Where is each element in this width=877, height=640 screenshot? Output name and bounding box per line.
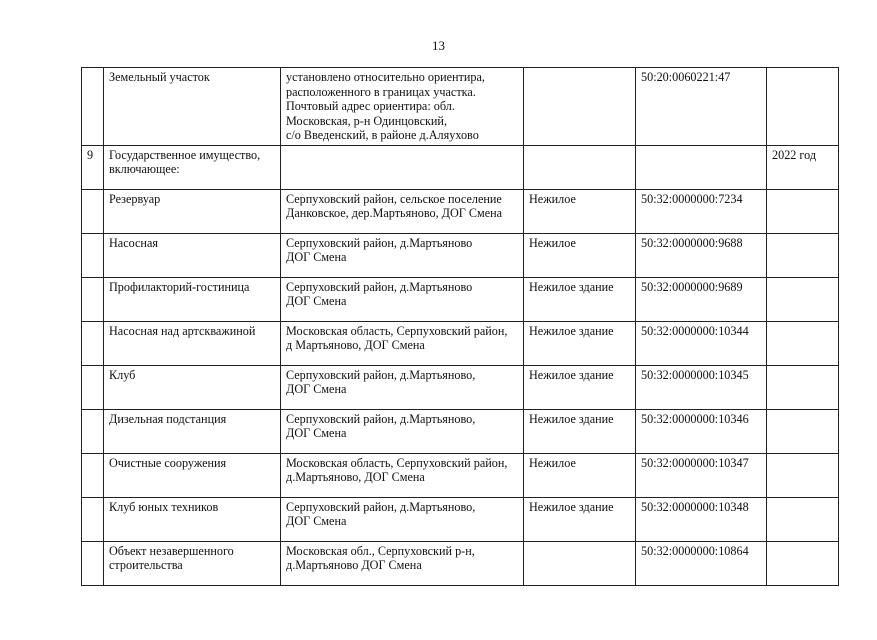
object-address xyxy=(281,277,524,321)
year xyxy=(767,409,839,453)
table-row xyxy=(82,233,839,277)
object-address-line: ДОГ Смена xyxy=(286,250,347,264)
cadastral-number: 50:20:0060221:47 xyxy=(636,68,767,146)
object-type: Нежилое xyxy=(524,233,636,277)
object-type: Нежилое здание xyxy=(524,409,636,453)
table-row xyxy=(82,497,839,541)
table-row xyxy=(82,277,839,321)
row-number xyxy=(82,409,104,453)
object-name-line: Клуб юных техников xyxy=(109,499,219,514)
object-address xyxy=(281,145,524,189)
object-address-line: ДОГ Смена xyxy=(286,514,347,528)
object-address-line: Серпуховский район, д.Мартьяново, xyxy=(286,411,476,426)
object-address xyxy=(281,541,524,585)
object-address xyxy=(281,233,524,277)
year xyxy=(767,541,839,585)
object-address xyxy=(281,497,524,541)
object-address-line: Серпуховский район, д.Мартьяново, xyxy=(286,367,476,382)
object-name-line: Резервуар xyxy=(109,191,161,206)
object-address xyxy=(281,365,524,409)
row-number xyxy=(82,68,104,146)
object-address-line: ДОГ Смена xyxy=(286,382,347,396)
object-name xyxy=(104,321,281,365)
table-row xyxy=(82,189,839,233)
row-number xyxy=(82,365,104,409)
year xyxy=(767,189,839,233)
page-number: 13 xyxy=(432,38,445,53)
object-name xyxy=(104,409,281,453)
object-address-line: д Мартьяново, ДОГ Смена xyxy=(286,338,425,352)
cadastral-number: 50:32:0000000:9688 xyxy=(636,233,767,277)
table-row xyxy=(82,409,839,453)
object-address-line: д.Мартьяново ДОГ Смена xyxy=(286,558,422,572)
object-name-line: Насосная над артскважиной xyxy=(109,323,256,338)
cadastral-number: 50:32:0000000:10346 xyxy=(636,409,767,453)
object-address xyxy=(281,409,524,453)
object-address-line: Московская область, Серпуховский район, xyxy=(286,323,508,338)
group-title-line: включающее: xyxy=(109,162,180,176)
address-line: с/о Введенский, в районе д.Аляухово xyxy=(286,128,479,142)
cadastral-number: 50:32:0000000:7234 xyxy=(636,189,767,233)
object-name-line: Клуб xyxy=(109,367,136,382)
object-name-line: Дизельная подстанция xyxy=(109,411,227,426)
object-address xyxy=(281,321,524,365)
object-name-line: Объект незавершенного xyxy=(109,543,234,558)
object-type xyxy=(524,145,636,189)
row-number xyxy=(82,233,104,277)
year xyxy=(767,365,839,409)
address-line: Почтовый адрес ориентира: обл. xyxy=(286,99,455,113)
property-table xyxy=(81,67,839,586)
group-title-line: Государственное имущество, xyxy=(109,147,261,162)
object-address-line: Московская обл., Серпуховский р-н, xyxy=(286,543,475,558)
cadastral-number: 50:32:0000000:9689 xyxy=(636,277,767,321)
table-row xyxy=(82,365,839,409)
table-row xyxy=(82,321,839,365)
object-address-line: Данковское, дер.Мартьяново, ДОГ Смена xyxy=(286,206,503,220)
year xyxy=(767,497,839,541)
object-type: Нежилое здание xyxy=(524,277,636,321)
row-number xyxy=(82,497,104,541)
object-name xyxy=(104,497,281,541)
object-address-line: Московская область, Серпуховский район, xyxy=(286,455,508,470)
year: 2022 год xyxy=(767,145,839,189)
object-address-line: Серпуховский район, д.Мартьяново, xyxy=(286,499,476,514)
object-type xyxy=(524,541,636,585)
object-address-line: д.Мартьяново, ДОГ Смена xyxy=(286,470,425,484)
object-address xyxy=(281,68,524,146)
object-name xyxy=(104,277,281,321)
group-title xyxy=(104,145,281,189)
object-address-line: Серпуховский район, д.Мартьяново xyxy=(286,235,473,250)
object-type: Нежилое здание xyxy=(524,365,636,409)
cadastral-number: 50:32:0000000:10348 xyxy=(636,497,767,541)
year xyxy=(767,277,839,321)
year xyxy=(767,68,839,146)
object-address-line: ДОГ Смена xyxy=(286,294,347,308)
address-line: расположенного в границах участка. xyxy=(286,84,476,99)
year xyxy=(767,233,839,277)
row-number xyxy=(82,277,104,321)
cadastral-number: 50:32:0000000:10347 xyxy=(636,453,767,497)
cadastral-number: 50:32:0000000:10344 xyxy=(636,321,767,365)
object-type: Нежилое здание xyxy=(524,321,636,365)
object-address-line: Серпуховский район, сельское поселение xyxy=(286,191,502,206)
table-row xyxy=(82,541,839,585)
object-name-line: строительства xyxy=(109,558,183,572)
object-name xyxy=(104,365,281,409)
address-line: Московская, р-н Одинцовский, xyxy=(286,113,448,128)
object-name-line: Очистные сооружения xyxy=(109,455,227,470)
row-number xyxy=(82,189,104,233)
year xyxy=(767,321,839,365)
object-type: Нежилое xyxy=(524,453,636,497)
object-address-line: ДОГ Смена xyxy=(286,426,347,440)
object-name-line: Профилакторий-гостиница xyxy=(109,279,250,294)
table-row-continued xyxy=(82,68,839,146)
object-address xyxy=(281,189,524,233)
table-row-group-header xyxy=(82,145,839,189)
object-address xyxy=(281,453,524,497)
object-type: Нежилое здание xyxy=(524,497,636,541)
object-name-line: Насосная xyxy=(109,235,158,250)
object-name xyxy=(104,189,281,233)
row-number: 9 xyxy=(82,145,104,189)
object-address-line: Серпуховский район, д.Мартьяново xyxy=(286,279,473,294)
object-name: Земельный участок xyxy=(104,68,281,146)
object-type: Нежилое xyxy=(524,189,636,233)
cadastral-number: 50:32:0000000:10864 xyxy=(636,541,767,585)
object-name xyxy=(104,453,281,497)
table-row xyxy=(82,453,839,497)
cadastral-number: 50:32:0000000:10345 xyxy=(636,365,767,409)
year xyxy=(767,453,839,497)
cadastral-number xyxy=(636,145,767,189)
object-type xyxy=(524,68,636,146)
row-number xyxy=(82,321,104,365)
object-name xyxy=(104,233,281,277)
row-number xyxy=(82,453,104,497)
row-number xyxy=(82,541,104,585)
address-line: установлено относительно ориентира, xyxy=(286,70,485,84)
object-name xyxy=(104,541,281,585)
